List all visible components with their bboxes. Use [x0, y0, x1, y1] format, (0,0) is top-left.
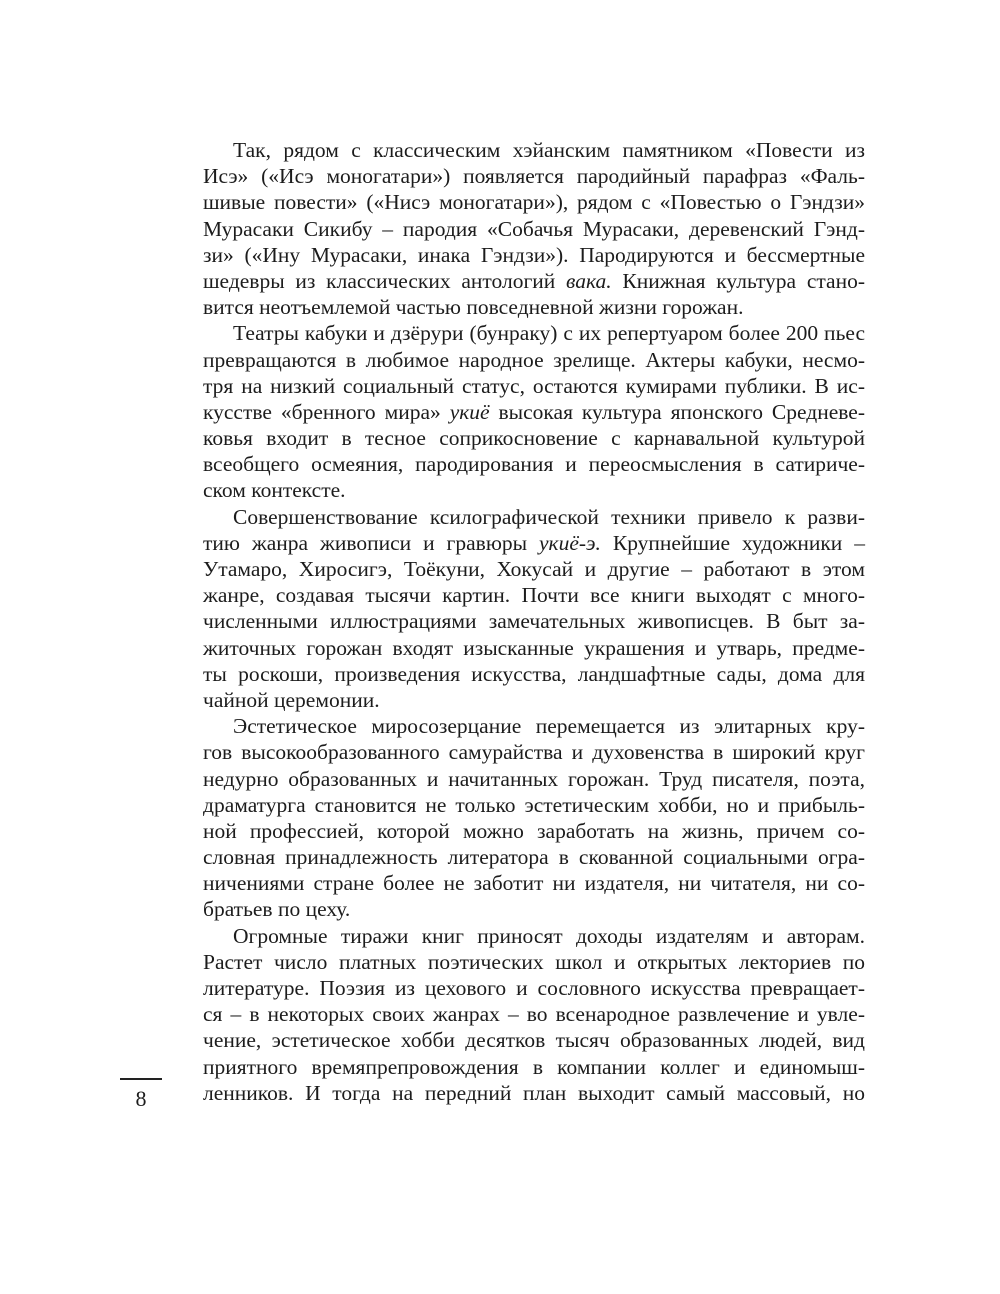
- line-text: приятного времяпрепровождения в компании коллег и единомыш-: [203, 1054, 865, 1079]
- line-text: недурно образованных и начитанных горожан. Труд писателя, поэта,: [203, 766, 865, 791]
- text-line: [203, 530, 865, 556]
- text-line: [203, 582, 865, 608]
- text-line: [203, 896, 865, 922]
- text-line: [203, 792, 865, 818]
- line-text: чайной церемонии.: [203, 687, 380, 712]
- line-text: ной профессией, которой можно заработать на жизнь, причем со-: [203, 818, 865, 843]
- line-text: жанре, создавая тысячи картин. Почти все книги выходят с много-: [203, 583, 865, 608]
- text-line: [203, 1001, 865, 1027]
- text-line: [203, 635, 865, 661]
- line-text: Так, рядом с классическим хэйанским памятником «Повести из: [233, 138, 865, 162]
- line-text: численными иллюстрациями замечательных живописцев. В быт за-: [203, 609, 865, 634]
- paragraph: [203, 713, 865, 923]
- paragraph: [203, 320, 865, 503]
- text-line: [203, 347, 865, 373]
- text-line: [203, 1054, 865, 1080]
- text-line: [203, 451, 865, 477]
- text-line: [203, 399, 865, 425]
- line-text: кусстве «бренного мира»: [203, 399, 450, 424]
- line-text: житочных горожан входят изысканные украшения и утварь, предме-: [203, 635, 865, 660]
- line-text: зи» («Ину Мурасаки, инака Гэндзи»). Пародируются и бессмертные: [203, 242, 865, 267]
- italic-term: укиё-э.: [539, 530, 601, 555]
- line-text: ленников. И тогда на передний план выходит самый массовый, но: [203, 1080, 865, 1105]
- text-line: [203, 975, 865, 1001]
- line-text: ском контексте.: [203, 478, 346, 503]
- text-line: [203, 1080, 865, 1106]
- text-line: [203, 687, 865, 713]
- text-line: [203, 163, 865, 189]
- line-text: всеобщего осмеяния, пародирования и переосмысления в сатириче-: [203, 452, 865, 477]
- text-line: [203, 818, 865, 844]
- paragraph: [203, 923, 865, 1106]
- line-text: ничениями стране более не заботит ни издателя, ни читателя, ни со-: [203, 871, 865, 896]
- text-line: [203, 504, 865, 530]
- text-line: [203, 320, 865, 346]
- page-number-rule: [120, 1078, 162, 1080]
- text-line: [203, 294, 865, 320]
- line-text: ковья входит в тесное соприкосновение с карнавальной культурой: [203, 426, 865, 451]
- line-text: превращаются в любимое народное зрелище. Актеры кабуки, несмо-: [203, 347, 865, 372]
- text-line: [203, 189, 865, 215]
- page-number: 8: [135, 1086, 147, 1111]
- line-text: литературе. Поэзия из цехового и сословного искусства превращает-: [203, 976, 865, 1000]
- body-text: [203, 137, 865, 1106]
- text-line: [203, 661, 865, 687]
- text-line: [203, 477, 865, 503]
- line-text: Исэ» («Исэ моногатари») появляется пародийный парафраз «Фаль-: [203, 164, 865, 189]
- text-line: [203, 425, 865, 451]
- text-line: [203, 608, 865, 634]
- text-line: [203, 844, 865, 870]
- line-text: тию жанра живописи и гравюры: [203, 530, 539, 555]
- line-text: Утамаро, Хиросигэ, Тоёкуни, Хокусай и другие – работают в этом: [203, 557, 865, 581]
- text-line: [203, 373, 865, 399]
- text-line: [203, 268, 865, 294]
- line-text: шедевры из классических антологий: [203, 268, 567, 293]
- line-text: Растет число платных поэтических школ и открытых лекториев по: [203, 949, 865, 974]
- text-line: [203, 1027, 865, 1053]
- text-line: [203, 137, 865, 163]
- text-line: [203, 216, 865, 242]
- line-text: Крупнейшие художники –: [600, 530, 865, 555]
- line-text: вится неотъемлемой частью повседневной жизни горожан.: [203, 295, 744, 320]
- line-text: Книжная культура стано-: [611, 268, 865, 293]
- text-line: [203, 870, 865, 896]
- italic-term: вака.: [566, 268, 612, 293]
- italic-term: укиё: [449, 399, 490, 424]
- line-text: Совершенствование ксилографической техники привело к разви-: [233, 504, 865, 529]
- line-text: Театры кабуки и дзёрури (бунраку) с их репертуаром более 200 пьес: [233, 321, 865, 346]
- text-line: [203, 713, 865, 739]
- line-text: братьев по цеху.: [203, 897, 351, 922]
- text-line: [203, 556, 865, 582]
- line-text: ты роскоши, произведения искусства, ландшафтные сады, дома для: [203, 661, 865, 686]
- text-line: [203, 739, 865, 765]
- line-text: высокая культура японского Средневе-: [489, 399, 865, 424]
- line-text: тря на низкий социальный статус, остаются кумирами публики. В ис-: [203, 373, 865, 398]
- line-text: драматурга становится не только эстетическим хобби, но и прибыль-: [203, 792, 865, 817]
- line-text: Эстетическое миросозерцание перемещается из элитарных кру-: [233, 714, 865, 739]
- paragraph: [203, 504, 865, 714]
- line-text: гов высокообразованного самурайства и духовенства в широкий круг: [203, 740, 865, 765]
- text-line: [203, 923, 865, 949]
- line-text: ся – в некоторых своих жанрах – во всенародное развлечение и увле-: [203, 1002, 865, 1027]
- line-text: шивые повести» («Нисэ моногатари»), рядом с «Повестью о Гэндзи»: [203, 190, 865, 215]
- text-line: [203, 949, 865, 975]
- line-text: Огромные тиражи книг приносят доходы издателям и авторам.: [233, 923, 865, 948]
- line-text: словная принадлежность литератора в скованной социальными огра-: [203, 845, 865, 870]
- text-line: [203, 242, 865, 268]
- text-line: [203, 766, 865, 792]
- line-text: чение, эстетическое хобби десятков тысяч образованных людей, вид: [203, 1028, 865, 1053]
- paragraph: [203, 137, 865, 320]
- line-text: Мурасаки Сикибу – пародия «Собачья Мурасаки, деревенский Гэнд-: [203, 216, 865, 241]
